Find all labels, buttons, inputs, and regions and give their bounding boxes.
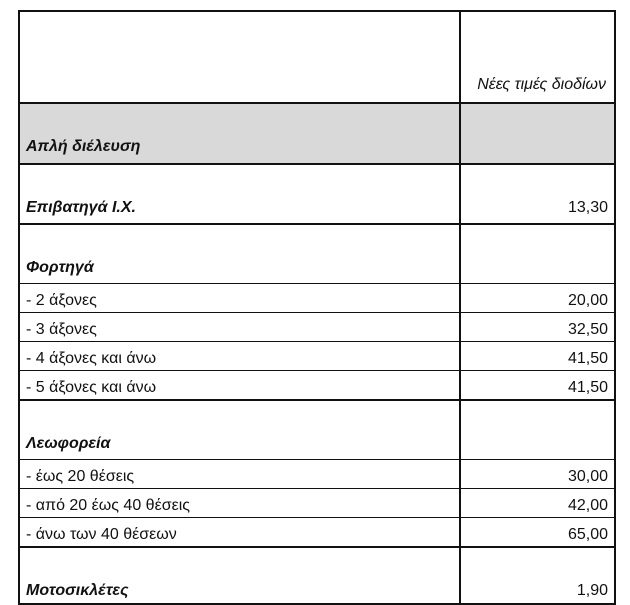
passenger-row <box>19 164 615 224</box>
table-row <box>19 313 615 342</box>
table-row <box>19 342 615 371</box>
buses-empty-cell <box>460 400 615 460</box>
table-row <box>19 284 615 313</box>
row-label: - 5 άξονες και άνω <box>19 371 460 401</box>
row-price: 42,00 <box>460 489 615 518</box>
section-label: Απλή διέλευση <box>19 103 460 164</box>
passenger-price: 13,30 <box>460 164 615 224</box>
trucks-empty-cell <box>460 224 615 284</box>
row-price: 32,50 <box>460 313 615 342</box>
new-prices-header: Νέες τιμές διοδίων <box>460 11 615 103</box>
trucks-label: Φορτηγά <box>19 224 460 284</box>
table-row <box>19 518 615 548</box>
motorcycles-price: 1,90 <box>460 547 615 604</box>
row-label: - 3 άξονες <box>19 313 460 342</box>
buses-category-row <box>19 400 615 460</box>
header-empty-cell <box>19 11 460 103</box>
row-label: - έως 20 θέσεις <box>19 460 460 489</box>
passenger-label: Επιβατηγά Ι.Χ. <box>19 164 460 224</box>
motorcycles-row <box>19 547 615 604</box>
row-price: 30,00 <box>460 460 615 489</box>
table-row <box>19 460 615 489</box>
row-label: - 2 άξονες <box>19 284 460 313</box>
row-price: 41,50 <box>460 342 615 371</box>
motorcycles-label: Μοτοσικλέτες <box>26 582 129 599</box>
section-row <box>19 103 615 164</box>
table-row <box>19 371 615 401</box>
buses-label: Λεωφορεία <box>19 400 460 460</box>
table-header-row <box>19 11 615 103</box>
row-price: 65,00 <box>460 518 615 548</box>
row-label: - από 20 έως 40 θέσεις <box>19 489 460 518</box>
row-label: - 4 άξονες και άνω <box>19 342 460 371</box>
toll-price-table <box>18 10 616 605</box>
row-price: 20,00 <box>460 284 615 313</box>
row-label: - άνω των 40 θέσεων <box>19 518 460 548</box>
section-empty-cell <box>460 103 615 164</box>
table-row <box>19 489 615 518</box>
trucks-category-row <box>19 224 615 284</box>
row-price: 41,50 <box>460 371 615 401</box>
